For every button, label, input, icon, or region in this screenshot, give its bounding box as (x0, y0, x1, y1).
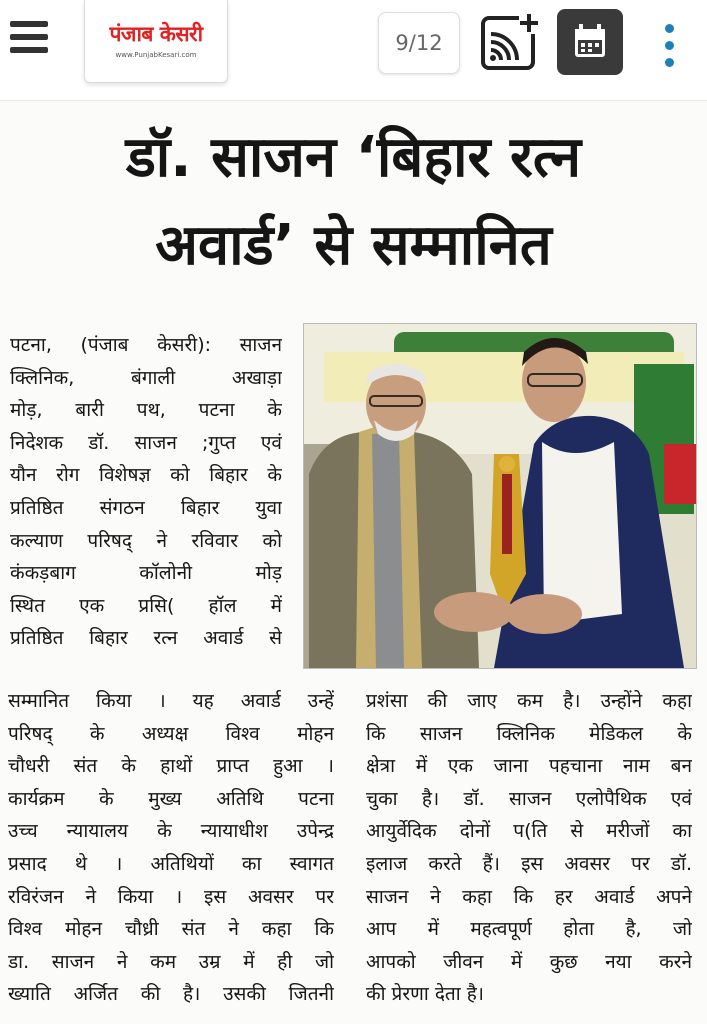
more-vert-icon[interactable] (659, 24, 679, 74)
text-line: चुका है। डॉ. साजन एलोपैथिक एवं (366, 787, 692, 810)
text-line: यौन रोग विशेषज्ञ को बिहार के (10, 464, 282, 487)
calendar-button[interactable] (557, 9, 623, 75)
text-line: सम्मानित किया । यह अवार्ड उन्हें (8, 690, 334, 712)
text-line: विश्व मोहन चौध्री संत ने कहा कि (8, 918, 334, 941)
app-bar (0, 0, 707, 101)
text-line: आपको जीवन में कुछ नया करने (366, 950, 692, 973)
text-line: आप में महत्वपूर्ण होता है, जो (366, 918, 692, 941)
text-line: इलाज करते हैं। इस अवसर पर डॉ. (366, 852, 692, 875)
text-line: परिषद् के अध्यक्ष विश्व मोहन (8, 722, 334, 745)
text-line: प्रतिष्ठित संगठन बिहार युवा (10, 496, 282, 519)
text-line: की प्रेरणा देता है। (366, 983, 485, 1006)
text-line: प्रशंसा की जाए कम है। उन्होंने कहा (366, 690, 692, 712)
news-clipping (0, 101, 707, 1024)
page-indicator[interactable]: 9/12 (378, 12, 460, 74)
menu-icon[interactable] (10, 18, 52, 58)
text-line: मोड़, बारी पथ, पटना के (10, 399, 282, 422)
text-line: क्षेत्रा में एक जाना पहचाना नाम बन (366, 755, 692, 778)
text-line: उच्च न्यायालय के न्यायाधीश उपेन्द्र (8, 820, 334, 843)
headline-line-1: डॉ. साजन ‘बिहार रत्न (125, 125, 582, 190)
text-line: प्रतिष्ठित बिहार रत्न अवार्ड से (10, 627, 282, 650)
text-line: पटना, (पंजाब केसरी): साजन (10, 334, 282, 356)
left-column-top (10, 329, 282, 655)
text-line: प्रसाद थे । अतिथियों का स्वागत (8, 852, 334, 875)
text-line: निदेशक डॉ. साजन ;गुप्त एवं (10, 431, 282, 454)
left-column-bottom (8, 685, 334, 1011)
text-line: कंकड़बाग कॉलोनी मोड़ (10, 562, 282, 585)
text-line: रविरंजन ने किया । इस अवसर पर (8, 885, 334, 908)
text-line: ख्याति अर्जित की है। उसकी जितनी (8, 983, 334, 1006)
award-photo (303, 323, 697, 669)
text-line: आयुर्वेदिक दोनों प(ति से मरीजों का (366, 820, 692, 843)
text-line: कल्याण परिषद् ने रविवार को (10, 529, 282, 552)
text-line: कार्यक्रम के मुख्य अतिथि पटना (8, 787, 334, 810)
text-line: चौधरी संत के हाथों प्राप्त हुआ । (8, 755, 334, 778)
text-line: स्थित एक प्रसि( हॉल में (10, 594, 282, 617)
calendar-icon (557, 9, 623, 75)
brand-url: www.PunjabKesari.com (115, 51, 197, 59)
text-line: कि साजन क्लिनिक मेडिकल के (366, 722, 692, 745)
headline-line-2: अवार्ड’ से सम्मानित (155, 213, 552, 278)
brand-name: पंजाब केसरी (109, 22, 203, 46)
right-column-bottom (366, 685, 692, 1011)
feed-add-icon[interactable] (479, 12, 539, 72)
text-line: साजन ने कहा कि हर अवार्ड अपने (366, 885, 692, 908)
award-ceremony-image (304, 324, 696, 668)
brand-logo[interactable] (84, 0, 228, 83)
text-line: डा. साजन ने कम उम्र में ही जो (8, 950, 334, 973)
text-line: क्लिनिक, बंगाली अखाड़ा (10, 366, 282, 389)
